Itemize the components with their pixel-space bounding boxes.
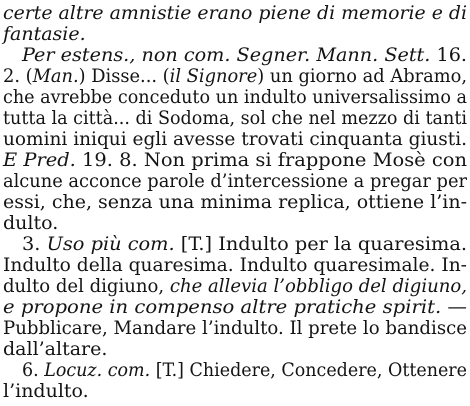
text-run: 19. 8. Non prima si frappone Mosè con [75, 149, 467, 171]
italic-text: il Signore [169, 65, 258, 87]
text-run: dulto. [3, 212, 59, 234]
text-run: 6. [22, 359, 45, 381]
text-line [3, 190, 467, 214]
text-run: ) Disse... ( [78, 65, 170, 87]
text-run: tutta la città... di Sodoma, sol che nel mezzo di tanti [3, 107, 467, 129]
italic-text: Per estens., non com. Segner. Mann. Sett. [22, 44, 431, 66]
text-run: ) un giorno ad Abramo, [257, 65, 468, 87]
italic-text: certe altre amnistie erano piene di memorie e di [3, 2, 467, 24]
text-run: ] Chiedere, Concedere, Ottenere [177, 359, 467, 381]
text-run: ] Indulto per la quaresima. [204, 233, 468, 255]
text-run: dall’altare. [3, 338, 108, 360]
text-run: uomini iniqui egli avesse trovati cinquanta giusti. [3, 128, 468, 150]
text-run: — [441, 296, 468, 318]
text-run: 16. [430, 44, 468, 66]
text-run: dulto del digiuno, [3, 275, 170, 297]
text-run: che avrebbe conceduto un indulto universalissimo a [3, 86, 467, 108]
small-caps-text: T. [162, 359, 178, 381]
italic-text: e propone in compenso altre pratiche spirit. [3, 296, 442, 318]
text-run: Indulto della quaresima. Indulto quaresimale. In- [3, 254, 467, 276]
italic-text: Uso più com. [46, 233, 175, 255]
italic-text: Man. [32, 65, 79, 87]
italic-text: che allevia l’obbligo del digiuno, [169, 275, 467, 297]
italic-text: fantasie. [3, 23, 86, 45]
text-run: [ [174, 233, 189, 255]
text-line [22, 358, 467, 382]
text-line [3, 379, 89, 403]
text-run: 2. ( [3, 65, 33, 87]
italic-text: Locuz. com. [44, 359, 151, 381]
text-run: [ [150, 359, 163, 381]
text-run: alcune acconce parole d’intercessione a pregar per [3, 170, 467, 192]
text-run: 3. [22, 233, 47, 255]
text-run: Pubblicare, Mandare l’indulto. Il prete lo bandisce [3, 317, 467, 339]
small-caps-text: T. [188, 233, 205, 255]
text-run: l’indulto. [3, 380, 89, 402]
text-run: essi, che, senza una minima replica, ottiene l’in- [3, 191, 468, 213]
italic-text: E Pred. [3, 149, 76, 171]
